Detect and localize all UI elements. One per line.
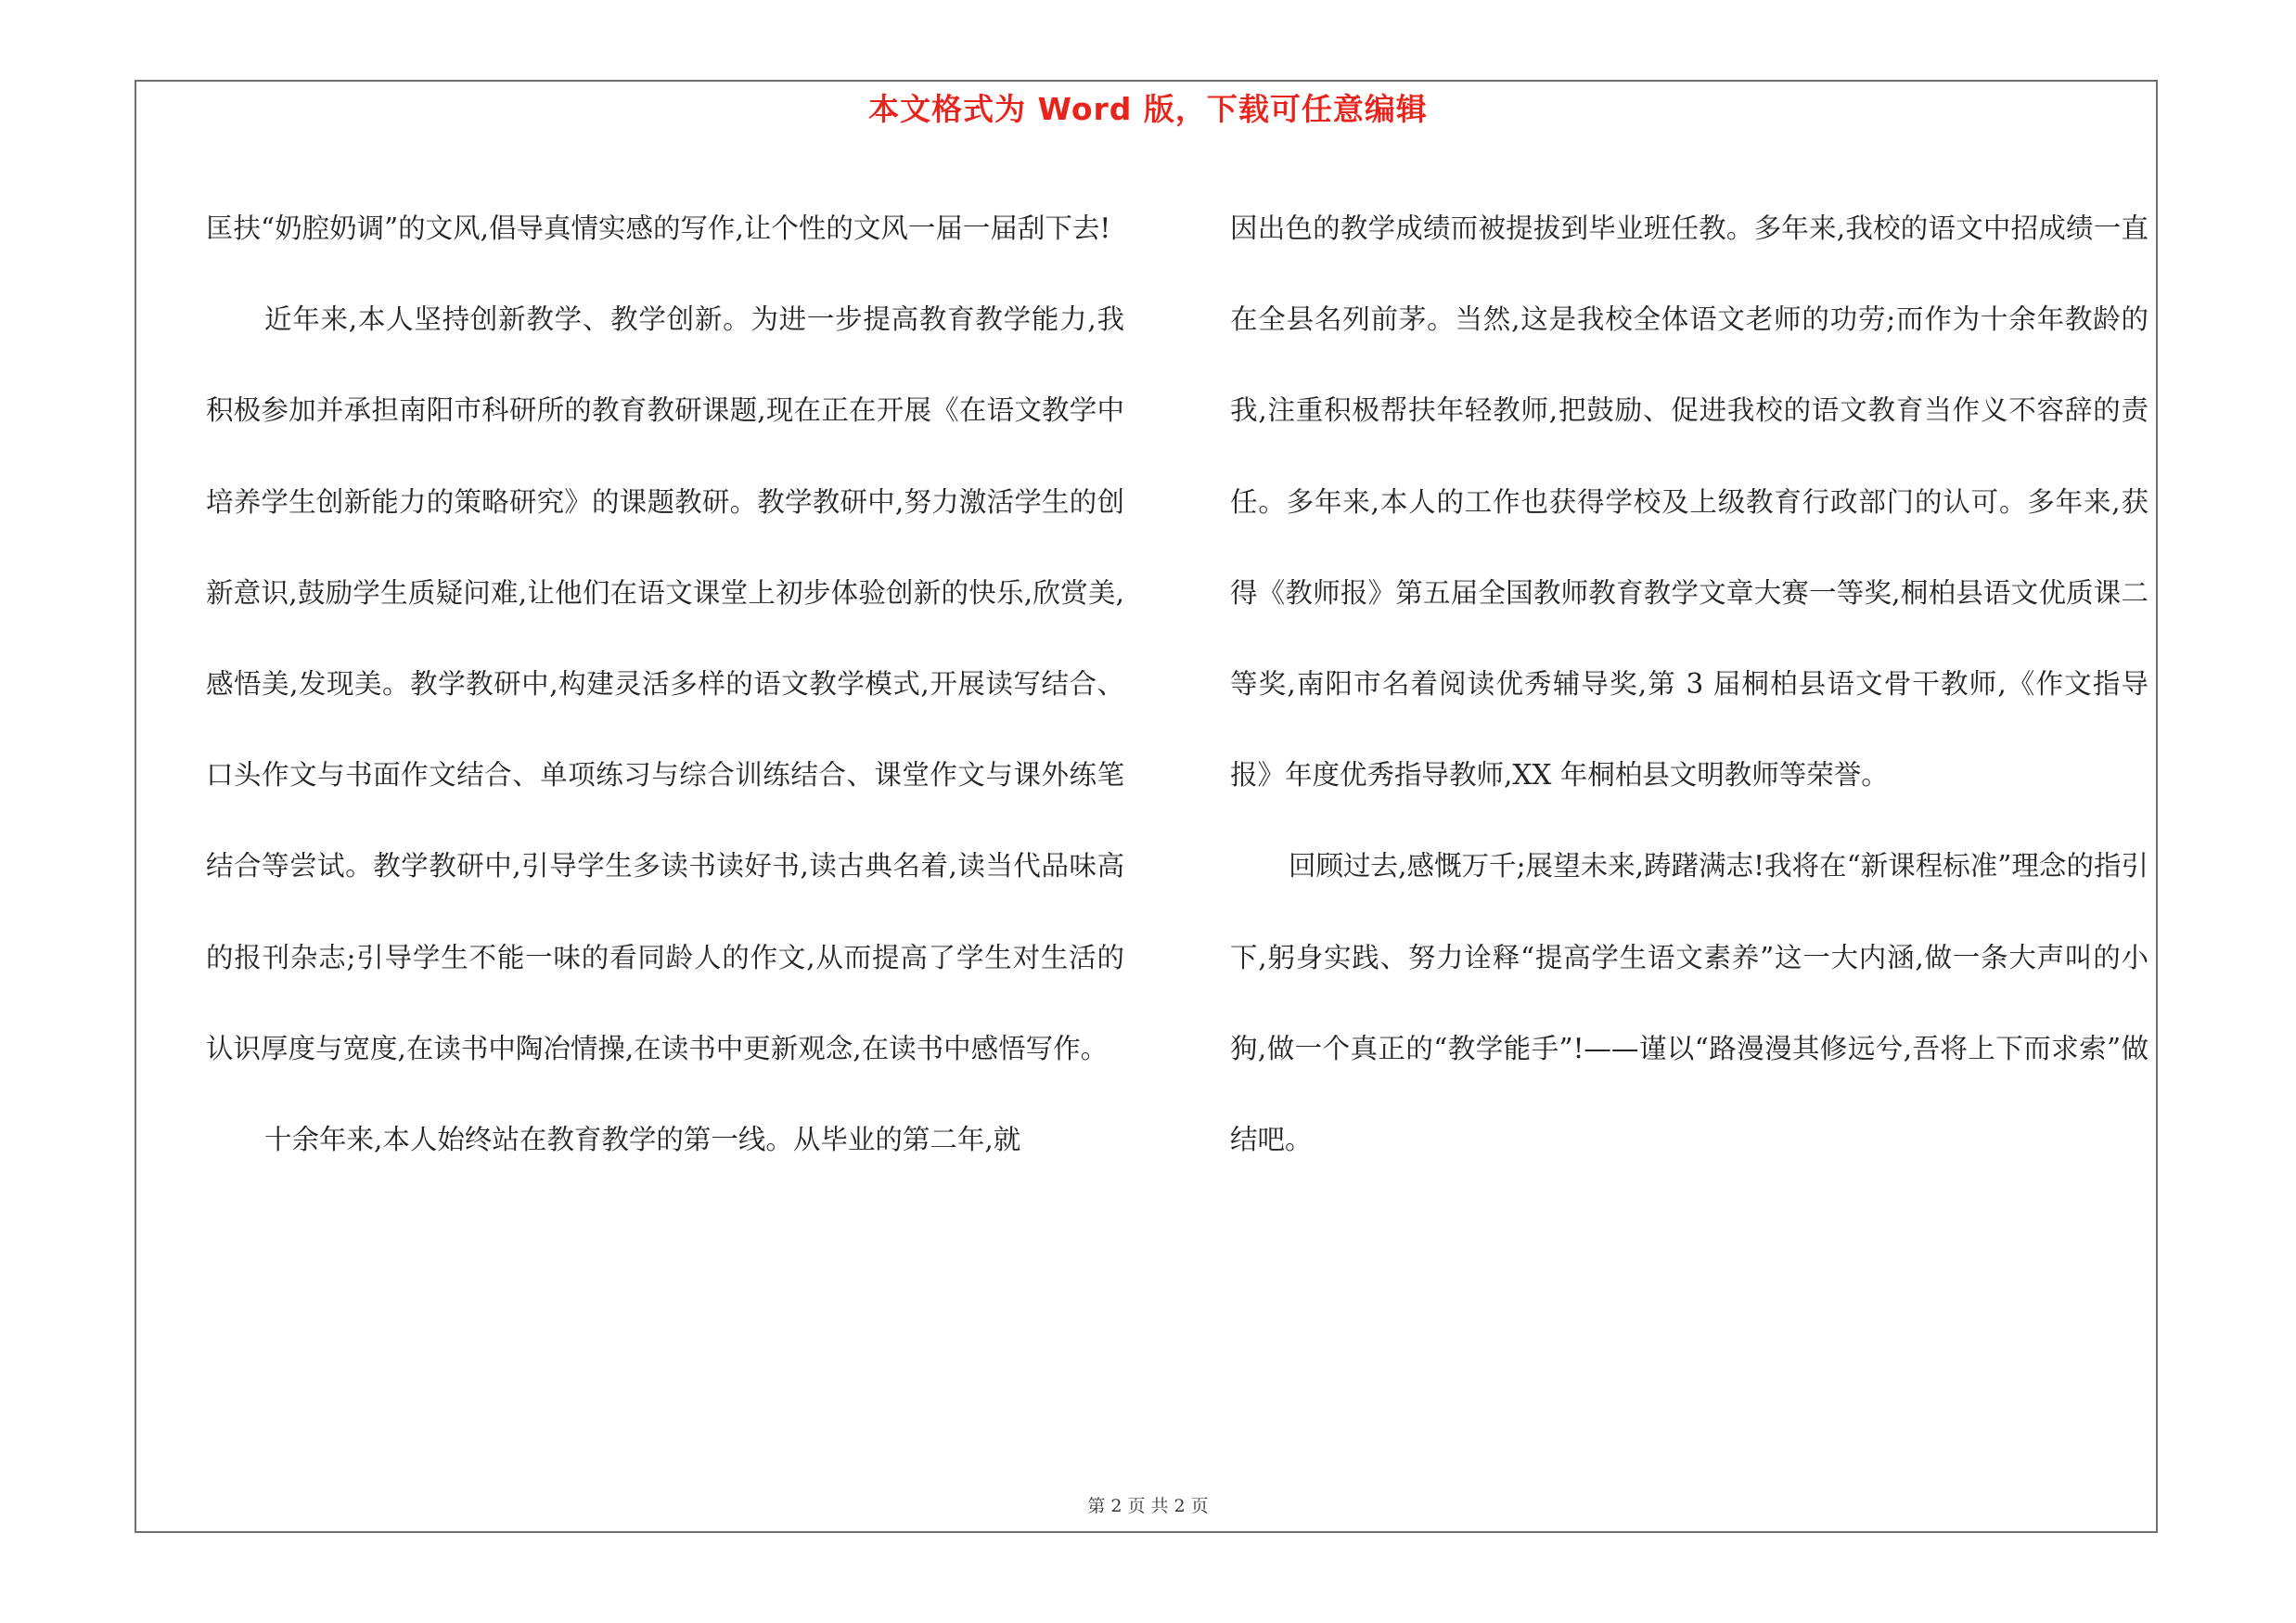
paragraph: 回顾过去,感慨万千;展望未来,踌躇满志!我将在“新课程标准”理念的指引下,躬身实践、努力诠释“提高学生语文素养”这一大内涵,做一条大声叫的小狗,做一个真正的“教学能手”!——谨以“路漫漫其修远兮,吾将上下而求索”做结吧。 (1230, 850, 2148, 1156)
page-number-footer: 第 2 页 共 2 页 (1087, 1496, 1209, 1516)
paragraph: 十余年来,本人始终站在教育教学的第一线。从毕业的第二年,就 (264, 1124, 1021, 1156)
left-column (206, 183, 1124, 1185)
format-banner: 本文格式为 Word 版，下载可任意编辑 (868, 91, 1428, 127)
paragraph: 近年来,本人坚持创新教学、教学创新。为进一步提高教育教学能力,我积极参加并承担南阳市科研所的教育教研课题,现在正在开展《在语文教学中培养学生创新能力的策略研究》的课题教研。教学教研中,努力激活学生的创新意识,鼓励学生质疑问难,让他们在语文课堂上初步体验创新的快乐,欣赏美,感悟美,发现美。教学教研中,构建灵活多样的语文教学模式,开展读写结合、口头作文与书面作文结合、单项练习与综合训练结合、课堂作文与课外练笔结合等尝试。教学教研中,引导学生多读书读好书,读古典名着,读当代品味高的报刊杂志;引导学生不能一味的看同龄人的作文,从而提高了学生对生活的认识厚度与宽度,在读书中陶冶情操,在读书中更新观念,在读书中感悟写作。 (206, 303, 1124, 1064)
right-column (1230, 183, 2148, 1185)
paragraph: 匡扶“奶腔奶调”的文风,倡导真情实感的写作,让个性的文风一届一届刮下去! (206, 213, 1111, 244)
paragraph: 因出色的教学成绩而被提拔到毕业班任教。多年来,我校的语文中招成绩一直在全县名列前茅。当然,这是我校全体语文老师的功劳;而作为十余年教龄的我,注重积极帮扶年轻教师,把鼓励、促进我校的语文教育当作义不容辞的责任。多年来,本人的工作也获得学校及上级教育行政部门的认可。多年来,获得《教师报》第五届全国教师教育教学文章大赛一等奖,桐柏县语文优质课二等奖,南阳市名着阅读优秀辅导奖,第 3 届桐柏县语文骨干教师,《作文指导报》年度优秀指导教师,XX 年桐柏县文明教师等荣誉。 (1230, 213, 2148, 792)
